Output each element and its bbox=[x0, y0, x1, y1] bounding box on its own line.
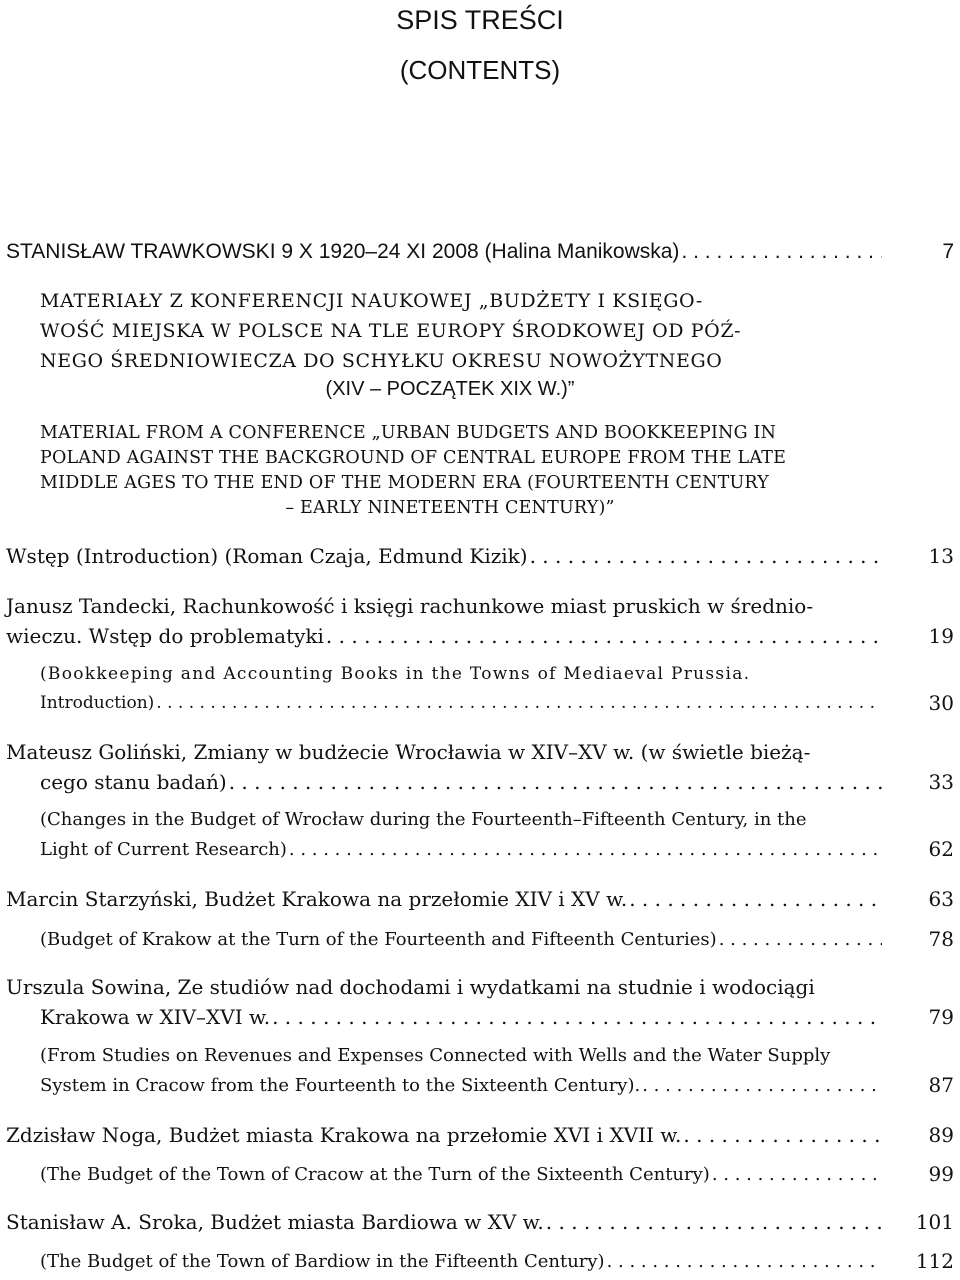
page-number: 13 bbox=[928, 544, 954, 568]
page-number: 87 bbox=[928, 1073, 954, 1097]
section-title-en-line4: – EARLY NINETEENTH CENTURY)” bbox=[285, 498, 615, 518]
dot-leader bbox=[546, 1210, 882, 1234]
toc-entry-sroka-en[interactable] bbox=[40, 1251, 888, 1272]
toc-entry-sowina-en[interactable] bbox=[40, 1075, 888, 1096]
toc-entry-tandecki-en-line1[interactable]: (Bookkeeping and Accounting Books in the Towns of Mediaeval Prussia. bbox=[40, 664, 751, 684]
section-title-pl-line2: WOŚĆ MIEJSKA W POLSCE NA TLE EUROPY ŚRODKOWEJ OD PÓŹ- bbox=[40, 320, 742, 342]
dot-leader bbox=[289, 839, 882, 860]
section-title-en-line3: MIDDLE AGES TO THE END OF THE MODERN ERA (FOURTEENTH CENTURY bbox=[40, 473, 769, 493]
dot-leader bbox=[629, 887, 882, 911]
page-number: 99 bbox=[928, 1162, 954, 1186]
section-title-pl-line3: NEGO ŚREDNIOWIECZA DO SCHYŁKU OKRESU NOWOŻYTNEGO bbox=[40, 350, 723, 372]
toc-entry-noga-en[interactable] bbox=[40, 1164, 888, 1185]
toc-entry-tandecki[interactable] bbox=[6, 624, 888, 648]
entry-title: Stanisław A. Sroka, Budżet miasta Bardiowa w XV w. bbox=[6, 1210, 544, 1234]
page-number: 78 bbox=[928, 927, 954, 951]
entry-title: Zdzisław Noga, Budżet miasta Krakowa na przełomie XVI i XVII w. bbox=[6, 1123, 682, 1147]
entry-title: wieczu. Wstęp do problematyki bbox=[6, 624, 324, 648]
entry-title: (The Budget of the Town of Cracow at the Turn of the Sixteenth Century) bbox=[40, 1164, 710, 1185]
page-number: 63 bbox=[928, 887, 954, 911]
page-number: 7 bbox=[942, 240, 954, 263]
dot-leader bbox=[681, 240, 882, 264]
entry-title: (The Budget of the Town of Bardiow in the Fifteenth Century) bbox=[40, 1251, 605, 1272]
dot-leader bbox=[719, 929, 882, 950]
dot-leader bbox=[712, 1164, 882, 1185]
dot-leader bbox=[326, 624, 882, 648]
toc-entry-noga[interactable] bbox=[6, 1123, 888, 1147]
toc-entry-sowina-line1[interactable]: Urszula Sowina, Ze studiów nad dochodami i wydatkami na studnie i wodociągi bbox=[6, 975, 815, 999]
page-number: 112 bbox=[915, 1249, 954, 1273]
dot-leader bbox=[607, 1251, 882, 1272]
toc-entry-wstep[interactable] bbox=[6, 544, 888, 568]
entry-title: (Budget of Krakow at the Turn of the Fourteenth and Fifteenth Centuries) bbox=[40, 929, 717, 950]
dot-leader bbox=[272, 1005, 882, 1029]
section-title-pl-line4: (XIV – POCZĄTEK XIX W.)” bbox=[325, 378, 575, 400]
dot-leader bbox=[530, 544, 882, 568]
section-title-en-line2: POLAND AGAINST THE BACKGROUND OF CENTRAL EUROPE FROM THE LATE bbox=[40, 448, 787, 468]
toc-entry-golinski-line1[interactable]: Mateusz Goliński, Zmiany w budżecie Wrocławia w XIV–XV w. (w świetle bieżą- bbox=[6, 740, 811, 764]
entry-title: STANISŁAW TRAWKOWSKI 9 X 1920–24 XI 2008 (Halina Manikowska) bbox=[6, 240, 680, 263]
entry-title: Introduction) bbox=[40, 693, 155, 713]
toc-entry-tandecki-line1[interactable]: Janusz Tandecki, Rachunkowość i księgi rachunkowe miast pruskich w średnio- bbox=[6, 594, 814, 618]
entry-title: Light of Current Research) bbox=[40, 839, 287, 860]
dot-leader bbox=[156, 693, 882, 713]
page-subtitle: (CONTENTS) bbox=[399, 55, 561, 85]
entry-title: Marcin Starzyński, Budżet Krakowa na przełomie XIV i XV w. bbox=[6, 887, 628, 911]
page-number: 79 bbox=[928, 1005, 954, 1029]
toc-entry-golinski-en-line1[interactable]: (Changes in the Budget of Wrocław during the Fourteenth–Fifteenth Century, in the bbox=[40, 809, 807, 830]
toc-entry-starzynski-en[interactable] bbox=[40, 929, 888, 950]
toc-entry-sowina-en-line1[interactable]: (From Studies on Revenues and Expenses Connected with Wells and the Water Supply bbox=[40, 1045, 831, 1066]
toc-entry-golinski-en[interactable] bbox=[40, 839, 888, 860]
entry-title: Krakowa w XIV–XVI w. bbox=[40, 1005, 271, 1029]
section-title-en-line1: MATERIAL FROM A CONFERENCE „URBAN BUDGETS AND BOOKKEEPING IN bbox=[40, 423, 777, 443]
page-number: 89 bbox=[928, 1123, 954, 1147]
toc-entry-starzynski[interactable] bbox=[6, 887, 888, 911]
section-title-pl-line1: MATERIAŁY Z KONFERENCJI NAUKOWEJ „BUDŻETY I KSIĘGO- bbox=[40, 290, 703, 312]
entry-title: Wstęp (Introduction) (Roman Czaja, Edmund Kizik) bbox=[6, 544, 528, 568]
page-number: 101 bbox=[915, 1210, 954, 1234]
page-number: 33 bbox=[928, 770, 954, 794]
page-title: SPIS TREŚCI bbox=[396, 5, 564, 35]
page-number: 62 bbox=[928, 837, 954, 861]
toc-entry-trawkowski[interactable] bbox=[6, 240, 888, 264]
toc-entry-tandecki-en[interactable] bbox=[40, 693, 888, 713]
dot-leader bbox=[642, 1075, 882, 1096]
page-number: 30 bbox=[928, 691, 954, 715]
toc-entry-sowina[interactable] bbox=[40, 1005, 888, 1029]
entry-title: cego stanu badań) bbox=[40, 770, 227, 794]
toc-entry-golinski[interactable] bbox=[40, 770, 888, 794]
dot-leader bbox=[683, 1123, 882, 1147]
dot-leader bbox=[229, 770, 882, 794]
page-number: 19 bbox=[928, 624, 954, 648]
toc-entry-sroka[interactable] bbox=[6, 1210, 888, 1234]
entry-title: System in Cracow from the Fourteenth to the Sixteenth Century). bbox=[40, 1075, 641, 1096]
